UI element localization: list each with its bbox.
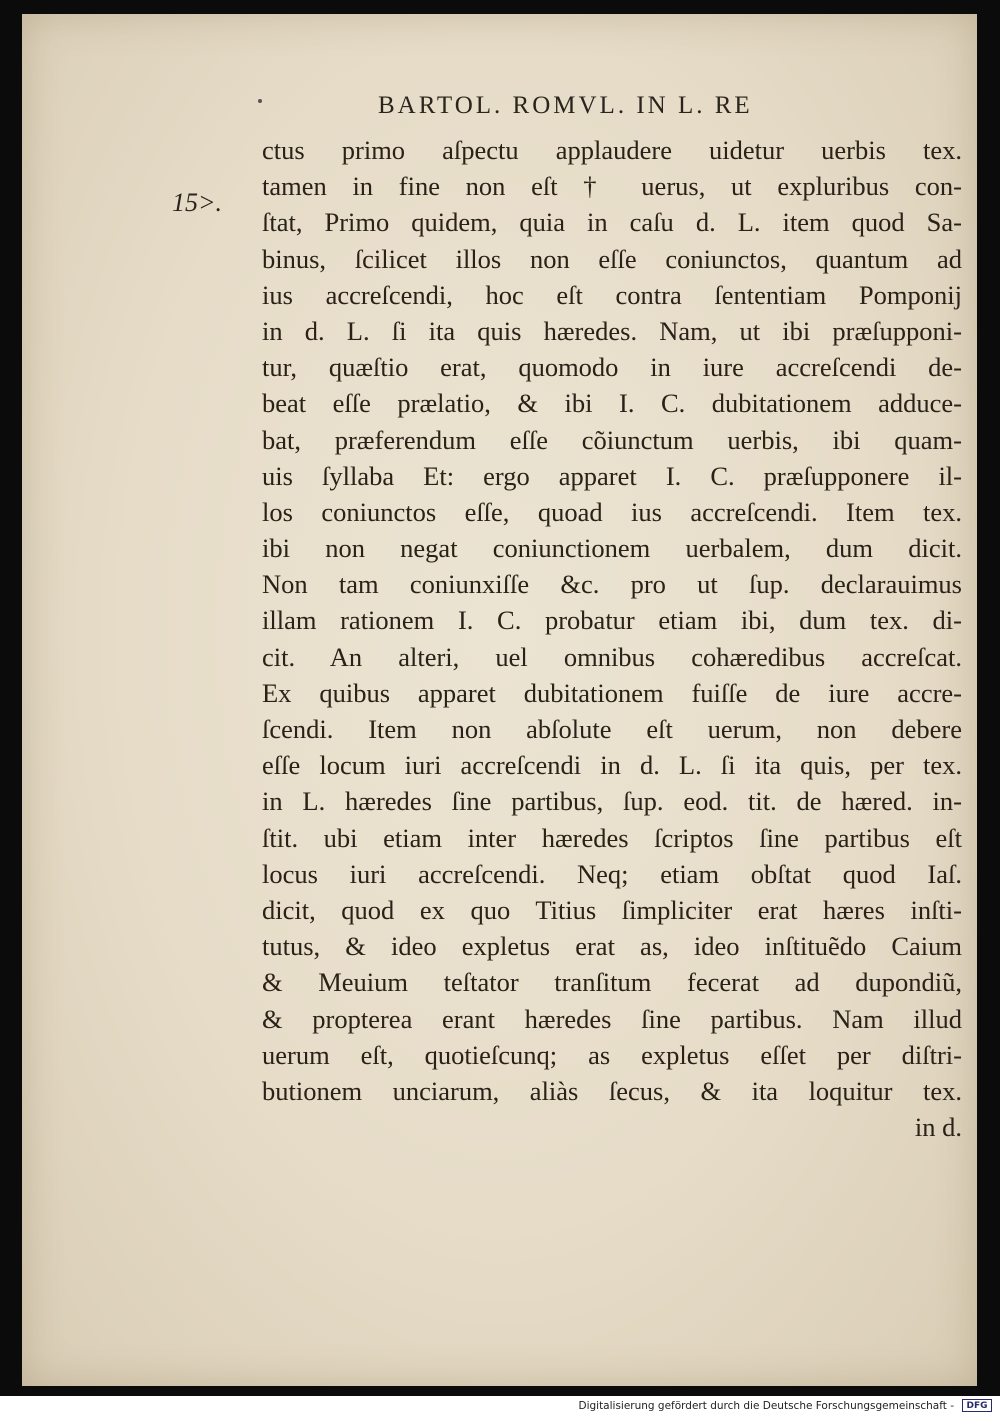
body-text [262, 132, 962, 1145]
text-line: bat, præferendum eſſe cõiunctum uerbis, ibi quam- [262, 424, 962, 455]
ink-speck [258, 99, 262, 103]
text-line: & propterea erant hæredes ſine partibus. Nam illud [262, 1003, 962, 1034]
text-line: ſcendi. Item non abſolute eſt uerum, non debere [262, 714, 962, 744]
text-line: ſtit. ubi etiam inter hæredes ſcriptos ſine partibus eſt [262, 822, 962, 853]
text-line: ſtat, Primo quidem, quia in caſu d. L. item quod Sa- [262, 207, 962, 238]
text-line: tamen in fine non eſt † uerus, ut expluribus con- [262, 171, 962, 202]
text-line: uerum eſt, quotieſcunq; as expletus eſſet per diſtri- [262, 1039, 962, 1070]
text-line: tutus, & ideo expletus erat as, ideo inſtituẽdo Caium [262, 931, 962, 962]
text-line: ius accreſcendi, hoc eſt contra ſententiam Pomponij [262, 279, 962, 310]
text-line: butionem unciarum, aliàs ſecus, & ita loquitur tex. [262, 1075, 962, 1106]
text-line: eſſe locum iuri accreſcendi in d. L. ſi ita quis, per tex. [262, 750, 962, 781]
dfg-logo: DFG [962, 1399, 992, 1412]
catchword-line: in d. [914, 1112, 962, 1143]
text-line: Non tam coniunxiſſe &c. pro ut ſup. declarauimus [262, 569, 962, 600]
funding-credit: Digitalisierung gefördert durch die Deutsche Forschungsgemeinschaft - [578, 1400, 954, 1412]
text-line: dicit, quod ex quo Titius ſimpliciter erat hæres inſti- [262, 894, 962, 925]
text-line: los coniunctos eſſe, quoad ius accreſcendi. Item tex. [262, 496, 962, 527]
text-line: locus iuri accreſcendi. Neq; etiam obſtat quod Iaſ. [262, 858, 962, 889]
text-line: binus, ſcilicet illos non eſſe coniunctos, quantum ad [262, 243, 962, 274]
text-line: tur, quæſtio erat, quomodo in iure accreſcendi de- [262, 352, 962, 383]
text-line: Ex quibus apparet dubitationem fuiſſe de iure accre- [262, 677, 962, 708]
text-line: & Meuium teſtator tranſitum fecerat ad dupondiũ, [262, 967, 962, 998]
text-line: ibi non negat coniunctionem uerbalem, dum dicit. [262, 533, 962, 564]
text-line: ctus primo aſpectu applaudere uidetur uerbis tex. [262, 135, 962, 165]
folio-number: 15>. [172, 188, 223, 217]
text-line: cit. An alteri, uel omnibus cohæredibus accreſcat. [262, 641, 962, 672]
text-line: illam rationem I. C. probatur etiam ibi, dum tex. di- [262, 605, 962, 636]
text-line: uis ſyllaba Et: ergo apparet I. C. præſupponere il- [262, 460, 962, 491]
text-line: beat eſſe prælatio, & ibi I. C. dubitationem adduce- [262, 388, 962, 419]
text-line: in L. hæredes ſine partibus, ſup. eod. tit. de hæred. in- [262, 786, 962, 817]
text-line: in d. L. ſi ita quis hæredes. Nam, ut ibi præſupponi- [262, 315, 962, 346]
running-head: BARTOL. ROMVL. IN L. RE [378, 92, 753, 119]
